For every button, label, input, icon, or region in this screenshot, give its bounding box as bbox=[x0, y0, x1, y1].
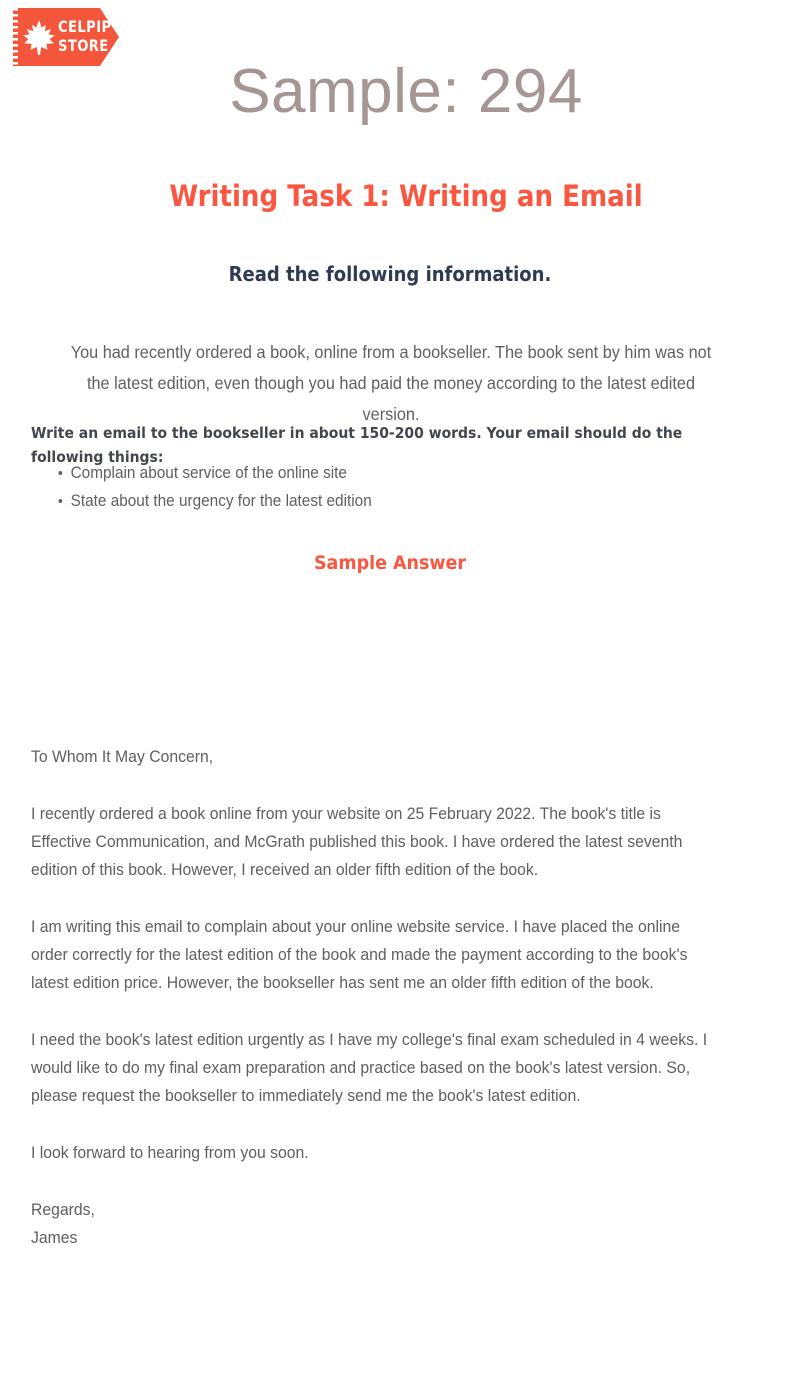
sample-answer-body bbox=[31, 743, 753, 1252]
logo-wordmark-line2: STORE bbox=[58, 36, 109, 55]
page-title: Sample: 294 bbox=[229, 57, 583, 126]
list-item: State about the urgency for the latest edition bbox=[71, 487, 666, 515]
list-item: Complain about service of the online site bbox=[71, 459, 666, 487]
maple-leaf-icon bbox=[22, 19, 56, 55]
answer-paragraph: I need the book's latest edition urgently as I have my college's final exam scheduled in 4 weeks. I would like to do my final exam preparation and practice based on the book's latest version. So, please request the bookseller to immediately send me the book's latest edition. bbox=[31, 1031, 708, 1105]
answer-paragraph: I recently ordered a book online from your website on 25 February 2022. The book's title is Effective Communication, and McGrath published this book. I have ordered the latest seventh edition of this book. However, I received an older fifth edition of the book. bbox=[31, 805, 683, 879]
task-requirements-list bbox=[52, 459, 666, 515]
task-prompt-text: You had recently ordered a book, online from a bookseller. The book sent by him was not the latest edition, even though you had paid the money according to the latest edited version. bbox=[70, 342, 712, 424]
answer-salutation: To Whom It May Concern, bbox=[31, 748, 214, 766]
answer-paragraph: I look forward to hearing from you soon. bbox=[31, 1144, 309, 1162]
read-instruction-heading: Read the following information. bbox=[228, 262, 552, 286]
sample-answer-heading: Sample Answer bbox=[313, 552, 467, 574]
logo-wordmark-line1: CELPIP bbox=[58, 17, 112, 36]
answer-paragraph: I am writing this email to complain about your online website service. I have placed the online order correctly for the latest edition of the book and made the payment according to the book's latest edition price. However, the bookseller has sent me an older fifth edition of the book. bbox=[31, 918, 688, 992]
write-instruction-text: Write an email to the bookseller in about 150-200 words. Your email should do the following things: bbox=[31, 424, 683, 466]
task-heading: Writing Task 1: Writing an Email bbox=[169, 179, 643, 213]
answer-closing: Regards, bbox=[31, 1201, 95, 1219]
answer-signature: James bbox=[31, 1229, 78, 1247]
logo-wordmark bbox=[58, 17, 112, 55]
